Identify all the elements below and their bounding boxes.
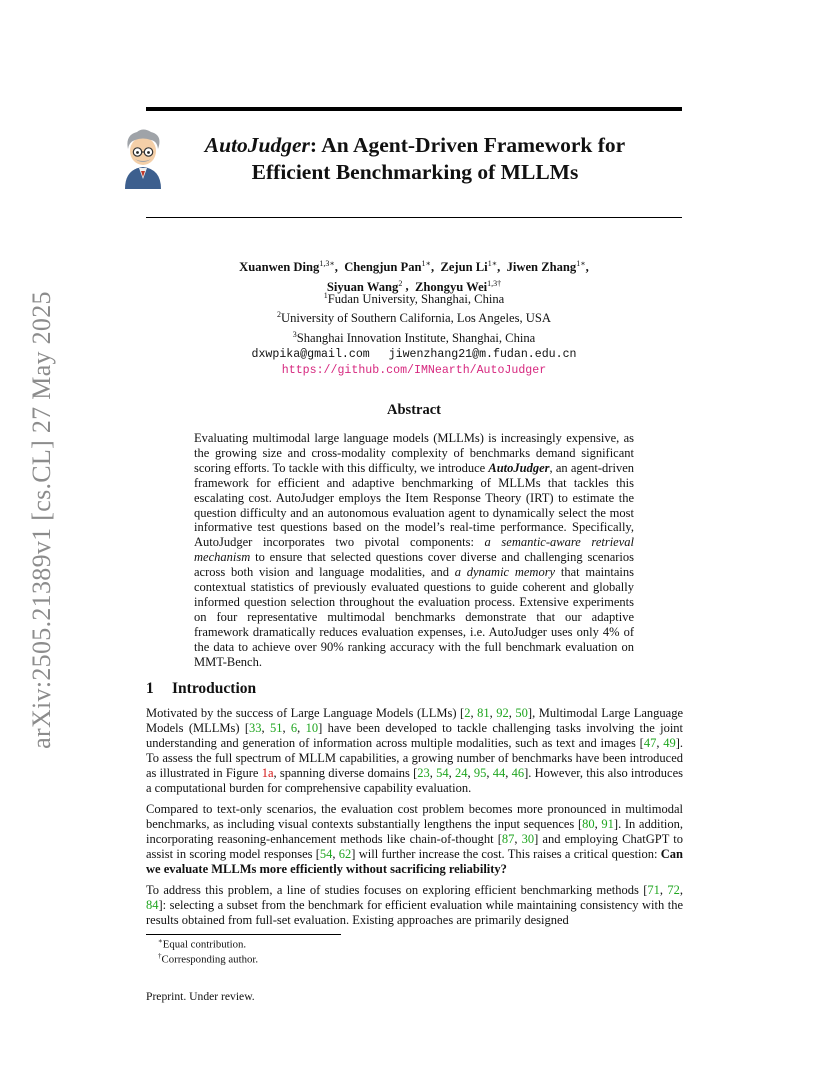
citation-link[interactable]: 54	[319, 846, 333, 861]
component-memory: a dynamic memory	[454, 565, 556, 580]
section-heading-introduction: 1 Introduction	[146, 680, 257, 697]
citation-link[interactable]: 24	[455, 765, 468, 780]
citation-link[interactable]: 92	[496, 706, 509, 720]
affiliation: $^3$Shanghai Innovation Institute, Shanghai, China	[292, 329, 536, 345]
intro-paragraph-2: Compared to text-only scenarios, the evaluation cost problem becomes more pronounced in multimodal benchmarks, as including visual contexts substantially lengthens the input sequences [80, 91]. In addition, incorporating reasoning-enhancement methods like chain-of-thought [87, 30] and employing ChatGPT to assist in scoring model responses [54, 62] will further increase the cost. This raises a critical question: Can we evaluate MLLMs more efficiently without sacrificing reliability?	[146, 802, 684, 876]
citation-link[interactable]: 2	[464, 706, 471, 720]
author-list: Xuanwen Ding$^{1,3∗}$, Chengjun Pan$^{1∗}$, Zejun $Li^{1∗}$, Jiwen Zhang$^{1∗}$, Siyuan Wang$^2$ , Zhongyu Wei$^{1,3\dagger}$	[239, 259, 589, 294]
affiliations	[146, 288, 682, 379]
intro-paragraph-3: To address this problem, a line of studies focuses on exploring efficient benchmarking methods [71, 72, 84]: selecting a subset from the benchmark for efficient evaluation while maintaining consistency with the results obtained from full-set evaluation. Existing approaches are primarily designed	[146, 883, 684, 927]
title-line1-rest: : An Agent-Driven Framework for	[309, 133, 626, 157]
abstract-text: Evaluating multimodal large language models (MLLMs) is increasingly expensive, as the growing size and cross-modality complexity of benchmarks demand significant scoring efforts. To tackle with this difficulty, we introduce AutoJudger, an agent-driven framework for efficient and adaptive benchmarking of MLLMs that tackles this escalating cost. AutoJudger employs the Item Response Theory (IRT) to estimate the question difficulty and an autonomous evaluation agent to dynamically select the most informative test questions based on the model’s real-time performance. Specifically, AutoJudger incorporates two pivotal components: a semantic-aware retrieval mechanism to ensure that selected questions cover diverse and challenging scenarios across both vision and language modalities, and a dynamic memory that maintains contextual statistics of previously evaluated questions to guide coherent and globally informed question selection throughout the evaluation process. Extensive experiments on four representative multimodal benchmarks demonstrate that our adaptive framework dramatically reduces evaluation expenses, i.e. AutoJudger uses only 4% of the data to achieve over 90% ranking accuracy with the full benchmark evaluation on MMT-Bench.	[194, 431, 634, 669]
citation-link[interactable]: 84	[146, 897, 159, 912]
citation-link[interactable]: 81	[477, 706, 490, 720]
citation-link[interactable]: 46	[511, 765, 525, 780]
citation-link[interactable]: 95	[473, 765, 487, 780]
author: Xuanwen Ding$^{1,3∗}$	[239, 259, 335, 275]
abstract-system-name: AutoJudger	[488, 460, 550, 475]
citation-link[interactable]: 72	[667, 883, 680, 897]
citation-link[interactable]: 30	[521, 831, 535, 846]
citation-link[interactable]: 47	[643, 735, 657, 750]
component-retrieval: a semantic-aware retrieval mechanism	[194, 535, 634, 565]
citation-link[interactable]: 44	[492, 765, 506, 780]
affiliation: $^1$Fudan University, Shanghai, China	[323, 291, 505, 307]
author: Zejun $Li^{1∗}$	[440, 259, 498, 275]
citation-link[interactable]: 62	[338, 846, 352, 861]
citation-link[interactable]: 23	[417, 765, 430, 780]
arxiv-stamp: arXiv:2505.21389v1 [cs.CL] 27 May 2025	[27, 291, 56, 749]
citation-link[interactable]: 49	[663, 735, 676, 750]
research-question: Can we evaluate MLLMs more efficiently without sacrificing reliability?	[146, 846, 683, 876]
citation-link[interactable]: 71	[647, 883, 660, 897]
author: Jiwen Zhang$^{1∗}$	[506, 259, 586, 275]
citation-link[interactable]: 91	[601, 816, 614, 831]
email[interactable]: jiwenzhang21@m.fudan.edu.cn	[388, 348, 577, 362]
author: Siyuan Wang$^2$	[326, 278, 403, 294]
repo-link[interactable]: https://github.com/IMNearth/AutoJudger	[281, 364, 547, 378]
citation-link[interactable]: 50	[515, 706, 528, 720]
figure-link[interactable]: 1a	[261, 765, 274, 780]
citation-link[interactable]: 87	[501, 831, 515, 846]
citation-link[interactable]: 6	[290, 720, 298, 735]
citation-link[interactable]: 51	[269, 720, 283, 735]
footnote-equal-contribution: ∗Equal contribution.	[158, 937, 247, 951]
citation-link[interactable]: 33	[249, 720, 262, 735]
citation-link[interactable]: 10	[305, 720, 319, 735]
title-system-name: AutoJudger	[204, 133, 310, 157]
title-bottom-rule	[146, 217, 682, 218]
footnote-corresponding-author: †Corresponding author.	[158, 952, 259, 966]
email-line	[146, 346, 682, 362]
preprint-footer: Preprint. Under review.	[146, 990, 255, 1003]
affiliation: $^2$University of Southern California, Los Angeles, USA	[276, 310, 552, 326]
footnote-rule	[146, 934, 341, 935]
citation-link[interactable]: 80	[582, 816, 595, 831]
email[interactable]: dxwpika@gmail.com	[251, 348, 370, 362]
author: Zhongyu Wei$^{1,3\dagger}$	[414, 278, 502, 294]
paper-title	[160, 132, 670, 186]
author: Chengjun Pan$^{1∗}$	[344, 259, 431, 275]
title-top-rule	[146, 107, 682, 111]
abstract-heading: Abstract	[387, 402, 441, 418]
intro-paragraph-1: Motivated by the success of Large Language Models (LLMs) [2, 81, 92, 50], Multimodal Large Language Models (MLLMs) [33, 51, 6, 10] have been developed to tackle challenging tasks involving the joint understanding and generation of information across multiple modalities, such as text and images [47, 49]. To assess the full spectrum of MLLM capabilities, a growing number of benchmarks have been introduced as illustrated in Figure 1a, spanning diverse domains [23, 54, 24, 95, 44, 46]. However, this also introduces a computational burden for comprehensive capability evaluation.	[146, 706, 684, 795]
citation-link[interactable]: 54	[436, 765, 449, 780]
title-line2: Efficient Benchmarking of MLLMs	[251, 160, 579, 184]
